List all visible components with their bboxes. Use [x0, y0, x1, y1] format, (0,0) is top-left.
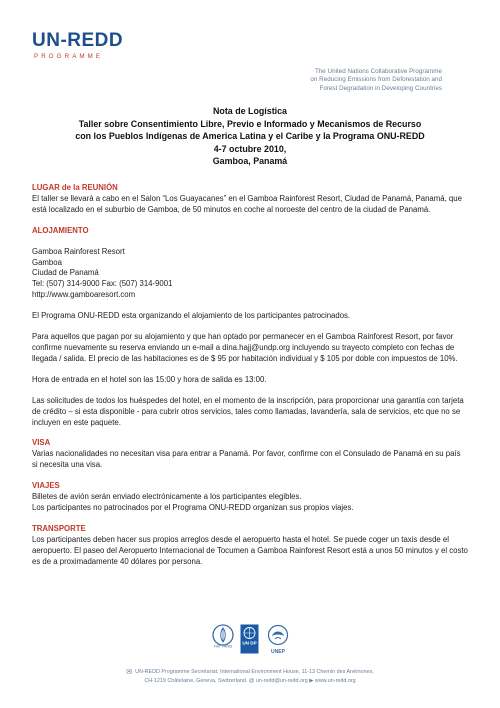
paragraph: Las solicitudes de todos los huéspedes del hotel, en el momento de la inscripción, para proporcionar una garantía con tarjeta de crédito – si esta disponible - para cubrir otros servicios, tales como llamadas, lavandería, sala de servicios, etc que no se incluyen en este paquete.	[32, 395, 464, 427]
svg-text:FIAT PANIS: FIAT PANIS	[213, 644, 233, 648]
section-heading: ALOJAMIENTO	[32, 225, 89, 235]
workshop-title-line: Taller sobre Consentimiento Libre, Previo e Informado y Mecanismos de Recurso	[78, 118, 422, 129]
section-viajes	[32, 481, 468, 514]
paragraph: Varias nacionalidades no necesitan visa para entrar a Panamá. Por favor, confirme con el Consulado de Panamá en su país si necesita una visa.	[32, 449, 461, 470]
section-alojamiento	[32, 226, 468, 429]
partner-logos	[0, 622, 500, 656]
tagline-line: The United Nations Collaborative Programme	[314, 68, 442, 75]
address-line: Gamboa Rainforest Resort	[32, 246, 125, 256]
paragraph: Hora de entrada en el hotel son las 15:00 y hora de salida es 13:00.	[32, 374, 267, 384]
section-heading: TRANSPORTE	[32, 523, 86, 533]
address-phone: Tel: (507) 314-9000 Fax: (507) 314-9001	[32, 279, 173, 289]
envelope-icon: ✉	[126, 669, 133, 676]
un-redd-logo	[32, 30, 123, 60]
paragraph: Los participantes no patrocinados por el Programa ONU-REDD organizan sus propios viajes.	[32, 502, 354, 512]
paragraph: Para aquellos que pagan por su alojamiento y que han optado por permanecer en el Gamboa Rainforest Resort, por favor confirme nuevamente su reserva enviando un e-mail a dina.hajj@undp.org incluyendo su trayecto completo con fechas de llegada / salida. El precio de las habitaciones es de $ 95 por habitación individual y $ 105 por doble con impuestos de 10%.	[32, 332, 458, 363]
footer-address-line	[0, 668, 500, 677]
section-visa	[32, 438, 468, 471]
unep-logo	[266, 624, 290, 661]
address-line: Gamboa	[32, 257, 62, 267]
page-footer	[0, 668, 500, 685]
fao-logo	[212, 624, 234, 653]
footer-text: UN-REDD Programme Secretariat, International Environment House, 11-13 Chemin des Anémones,	[135, 669, 374, 675]
document-title: Nota de Logística	[213, 106, 287, 116]
logo-subtitle: PROGRAMME	[34, 53, 104, 60]
section-heading: VISA	[32, 438, 51, 448]
document-title-block	[30, 105, 470, 168]
paragraph: Los participantes deben hacer sus propios arreglos desde el aeropuerto hasta el hotel. Se puede coger un taxis desde el aeropuerto. El paseo del Aeropuerto Internacional de Tocumen a Gamboa Rainforest Resort está a unos 50 minutos y el costo es de a proximadamente 40 dólares por persona.	[32, 534, 468, 566]
section-heading: VIAJES	[32, 481, 60, 491]
undp-logo	[240, 624, 259, 659]
tagline-line: Forest Degradation in Developing Countries	[319, 84, 442, 92]
event-dates: 4-7 octubre 2010,	[213, 143, 287, 154]
undp-logo-text: UN DP	[242, 640, 257, 646]
paragraph: Billetes de avión serán enviado electrónicamente a los participantes elegibles.	[32, 492, 302, 502]
tagline-line: on Reducing Emissions from Deforestation and	[310, 76, 442, 84]
document-body	[32, 183, 468, 577]
event-location: Gamboa, Panamá	[212, 156, 288, 167]
hotel-website-link[interactable]: http://www.gamboaresort.com	[32, 290, 136, 300]
paragraph: El taller se llevará a cabo en el Salon “Los Guayacanes” en el Gamboa Rainforest Resort, Ciudad de Panamá, Panamá, que está localizado en el suburbio de Gamboa, de 50 minutos en coche al noroeste del centro de la ciudad de Panamá.	[32, 193, 462, 214]
workshop-title-line: con los Pueblos Indígenas de America Latina y el Caribe y la Programa ONU-REDD	[75, 131, 425, 142]
footer-contact-line: CH-1219 Châtelaine, Geneva, Switzerland. @ un-redd@un-redd.org ▶ www.un-redd.org	[144, 678, 356, 684]
section-transporte	[32, 524, 468, 568]
paragraph: El Programa ONU-REDD esta organizando el alojamiento de los participantes patrocinados.	[32, 311, 351, 321]
section-lugar	[32, 183, 468, 216]
address-line: Ciudad de Panamá	[32, 268, 99, 278]
programme-tagline	[310, 68, 442, 93]
unep-logo-text: UNEP	[271, 649, 285, 655]
logo-wordmark: UN-REDD	[32, 30, 124, 51]
section-heading: LUGAR de la REUNIÓN	[32, 183, 118, 192]
